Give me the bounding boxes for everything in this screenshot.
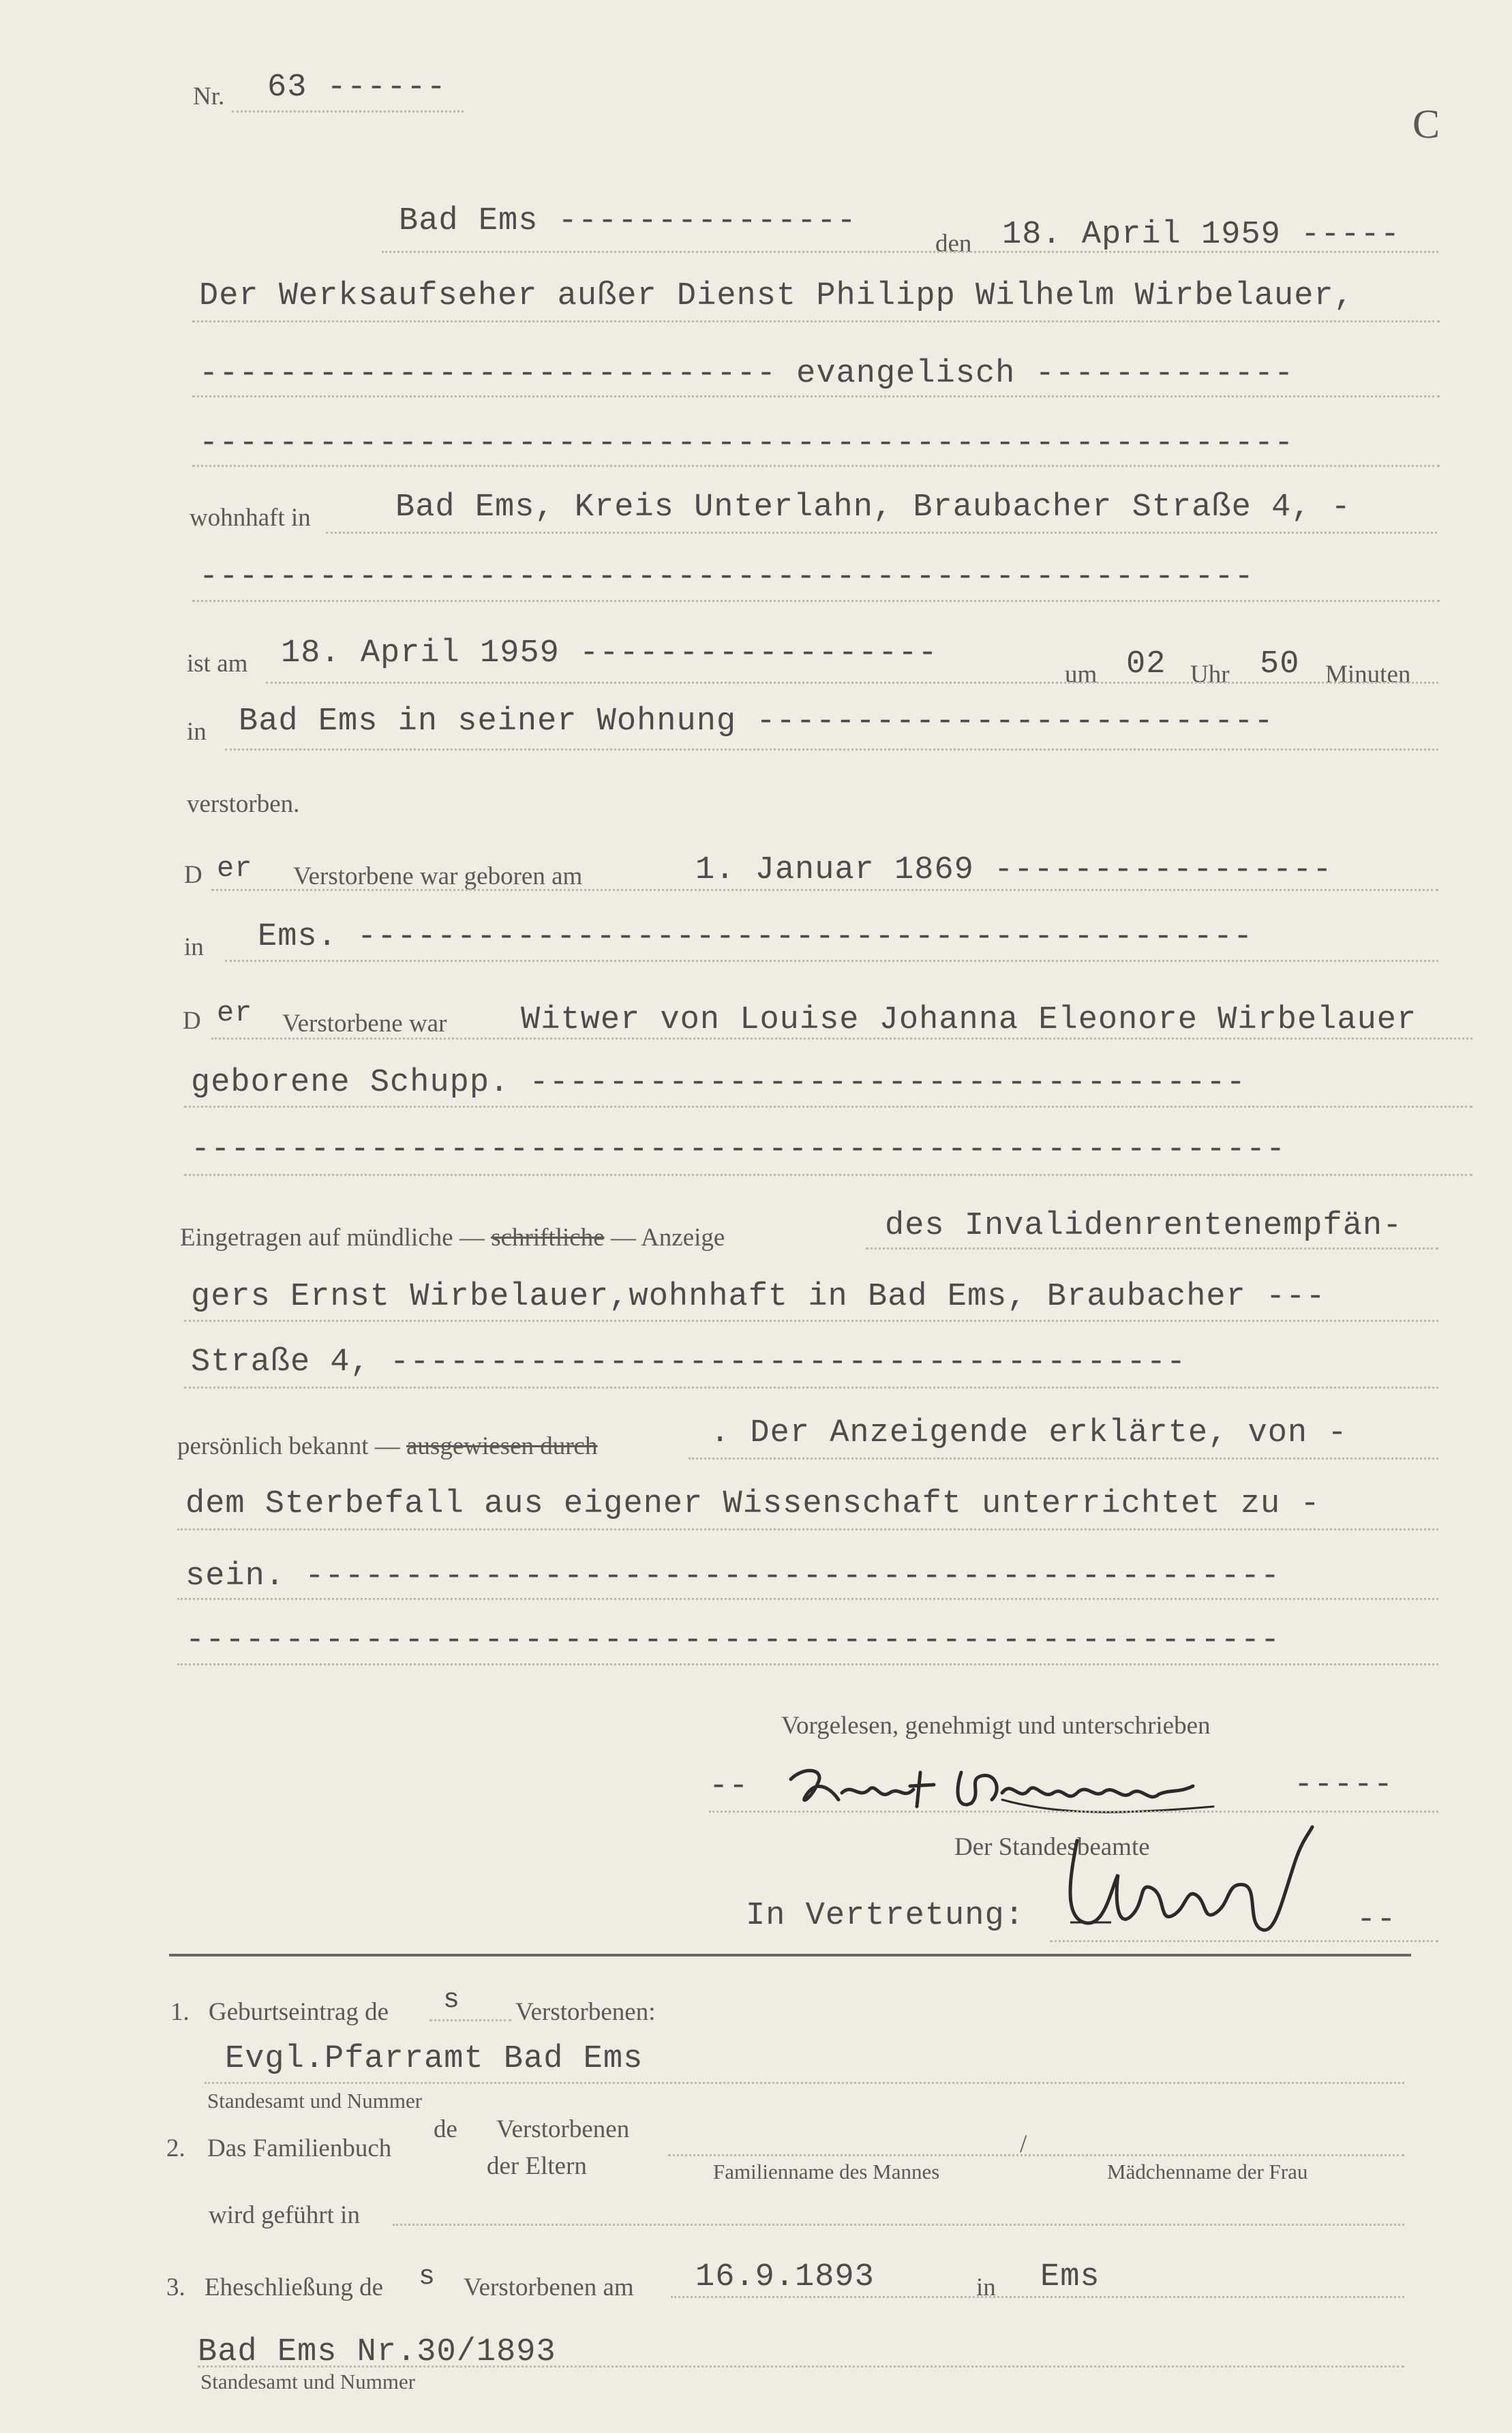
um-label: um — [1065, 661, 1098, 689]
death-place: Bad Ems in seiner Wohnung -------------------------- — [239, 704, 1274, 740]
status-er-value: er — [217, 997, 253, 1029]
death-date: 18. April 1959 ------------------ — [281, 635, 938, 671]
residence-line-2: ----------------------------------------------------- — [199, 559, 1254, 595]
signature-dash-left: -- — [709, 1768, 749, 1804]
note-2-wird: wird geführt in — [209, 2201, 360, 2229]
note-2-slash: / — [1020, 2130, 1027, 2158]
report-line-2: gers Ernst Wirbelauer,wohnhaft in Bad Ems, Braubacher --- — [191, 1279, 1326, 1315]
death-minutes: 50 — [1260, 646, 1300, 682]
note-3-date: 16.9.1893 — [695, 2259, 875, 2295]
note-1-label-b: Verstorbenen: — [515, 1998, 656, 2026]
identity-label — [177, 1432, 597, 1461]
status-label: Verstorbene war — [282, 1010, 447, 1038]
signature-dash-right: ----- — [1294, 1767, 1394, 1803]
verstorben-label: verstorben. — [187, 790, 300, 818]
status-line-2: geborene Schupp. ------------------------------------ — [191, 1065, 1246, 1101]
note-3-value: Bad Ems Nr.30/1893 — [198, 2334, 556, 2370]
note-3-in: in — [976, 2273, 996, 2301]
in-label-birth: in — [184, 933, 204, 961]
identity-line-2: dem Sterbefall aus eigener Wissenschaft unterrichtet zu - — [185, 1486, 1320, 1522]
person-line-2: ----------------------------- evangelisch ------------- — [199, 356, 1295, 392]
note-1-s: s — [443, 1985, 461, 2016]
note-1-caption: Standesamt und Nummer — [207, 2089, 423, 2113]
note-2-frau: Mädchenname der Frau — [1107, 2160, 1308, 2183]
note-3-label-a: Eheschließung de — [205, 2273, 383, 2301]
report-line-3: Straße 4, ---------------------------------------- — [191, 1344, 1187, 1380]
identity-line-3: sein. ------------------------------------------------- — [185, 1558, 1281, 1595]
birth-place: Ems. --------------------------------------------- — [258, 919, 1254, 955]
official-signature-graphic — [1050, 1820, 1336, 1950]
official-signature — [1050, 1820, 1336, 1950]
den-label: den — [935, 230, 972, 258]
standesbeamte-label: Der Standesbeamte — [954, 1833, 1150, 1861]
note-3-number: 3. — [166, 2273, 185, 2301]
nr-label: Nr. — [193, 82, 225, 110]
report-label-start: Eingetragen auf mündliche — — [180, 1224, 485, 1252]
ist-am-label: ist am — [187, 650, 248, 678]
note-3-caption: Standesamt und Nummer — [200, 2370, 416, 2393]
note-2-de: de — [434, 2115, 457, 2143]
report-label-struck: schriftliche — [491, 1224, 605, 1252]
report-label — [180, 1223, 725, 1252]
note-2-verstorbenen: Verstorbenen — [496, 2115, 630, 2143]
note-2-mann: Familienname des Mannes — [713, 2160, 940, 2183]
person-line-1: Der Werksaufseher außer Dienst Philipp Wilhelm Wirbelauer, — [199, 278, 1354, 314]
entry-number: 63 ------ — [267, 70, 447, 106]
registry-date: 18. April 1959 ----- — [1002, 217, 1401, 253]
birth-date: 1. Januar 1869 ----------------- — [695, 852, 1333, 888]
informant-signature — [777, 1752, 1227, 1827]
note-1-label-a: Geburtseintrag de — [209, 1998, 389, 2026]
identity-label-struck: ausgewiesen durch — [406, 1432, 598, 1460]
report-label-end: — Anzeige — [610, 1224, 725, 1252]
report-line-1: des Invalidenrentenempfän- — [885, 1208, 1403, 1244]
note-3-place: Ems — [1040, 2259, 1100, 2295]
residence-line-1: Bad Ems, Kreis Unterlahn, Braubacher Straße 4, - — [395, 489, 1351, 526]
note-1-number: 1. — [170, 1998, 190, 2026]
status-line-3: ------------------------------------------------------- — [191, 1132, 1286, 1168]
registry-place: Bad Ems --------------- — [399, 203, 857, 239]
wohnhaft-label: wohnhaft in — [190, 504, 311, 532]
identity-label-start: persönlich bekannt — — [177, 1432, 400, 1460]
corner-letter: C — [1412, 102, 1440, 147]
informant-signature-graphic — [777, 1752, 1227, 1827]
note-3-s: s — [419, 2262, 436, 2293]
vorgelesen-text: Vorgelesen, genehmigt und unterschrieben — [781, 1712, 1211, 1740]
uhr-label: Uhr — [1190, 661, 1230, 689]
identity-line-4: ------------------------------------------------------- — [185, 1622, 1281, 1659]
section-divider — [169, 1954, 1411, 1956]
note-2-eltern: der Eltern — [487, 2152, 587, 2180]
person-line-3: ------------------------------------------------------- — [199, 425, 1295, 462]
birth-er-value: er — [217, 852, 253, 885]
note-1-value: Evgl.Pfarramt Bad Ems — [225, 2041, 644, 2077]
birth-d-label: D — [184, 861, 202, 889]
status-line-1: Witwer von Louise Johanna Eleonore Wirbelauer — [521, 1002, 1417, 1038]
birth-label: Verstorbene war geboren am — [293, 862, 583, 890]
minuten-label: Minuten — [1325, 661, 1411, 689]
note-3-label-b: Verstorbenen am — [464, 2273, 634, 2301]
death-hour: 02 — [1126, 646, 1166, 682]
identity-line-1: . Der Anzeigende erklärte, von - — [710, 1415, 1348, 1451]
vertretung-label: In Vertretung: — [746, 1898, 1025, 1934]
vertretung-dash: -- — [1357, 1902, 1397, 1938]
in-label-death: in — [187, 718, 207, 746]
status-d-label: D — [183, 1007, 201, 1035]
note-2-number: 2. — [166, 2134, 185, 2162]
note-2-label: Das Familienbuch — [207, 2134, 392, 2162]
